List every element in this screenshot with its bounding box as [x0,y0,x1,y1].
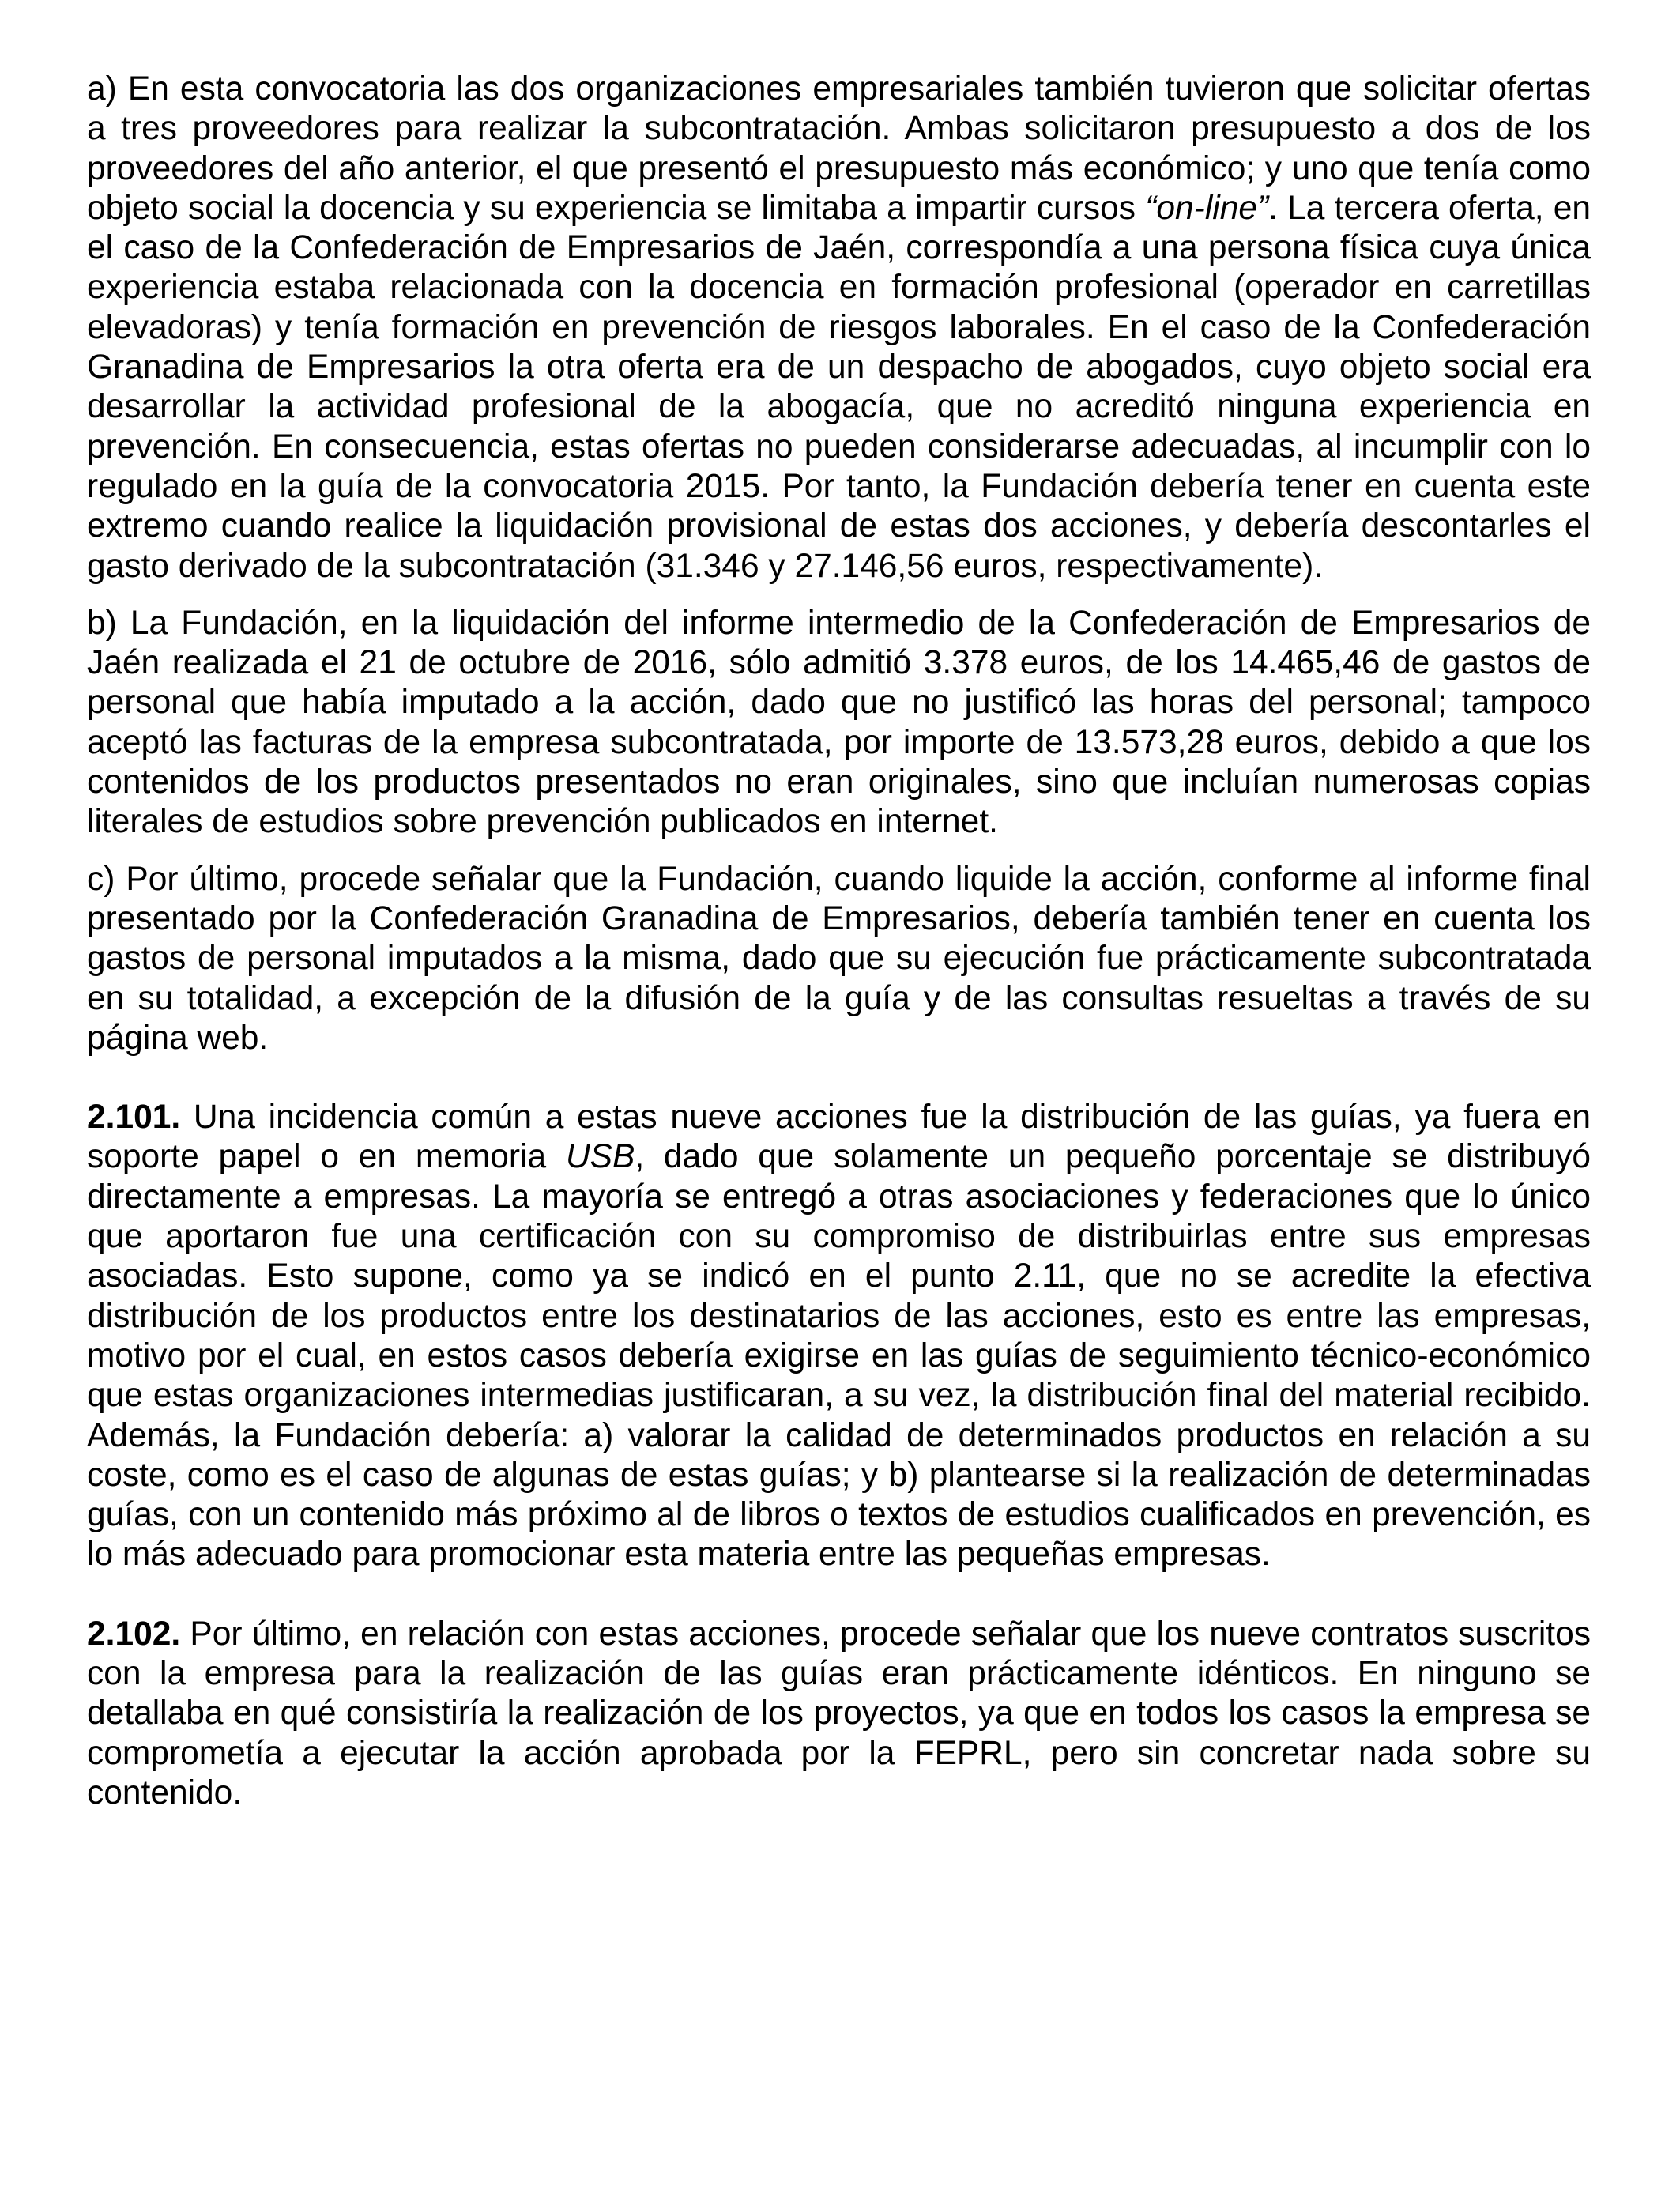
paragraph-b [87,604,1591,843]
section-2-101-number: 2.101. [87,1099,181,1137]
paragraph-a-online-term: “on-line” [1145,189,1269,227]
document-page [87,70,1591,1813]
paragraph-a-text-2: . La tercera oferta, en el caso de la Confederación de Empresarios de Jaén, correspondía a una persona física cuya única experiencia estaba relacionada con la docencia en formación profesional (operador en carretillas elevadoras) y tenía formación en prevención de riesgos laborales. En el caso de la Confederación Granadina de Empresarios la otra oferta era de un despacho de abogados, cuyo objeto social era desarrollar la actividad profesional de la abogacía, que no acreditó ninguna experiencia en prevención. En consecuencia, estas ofertas no pueden considerarse adecuadas, al incumplir con lo regulado en la guía de la convocatoria 2015. Por tanto, la Fundación debería tener en cuenta este extremo cuando realice la liquidación provisional de estas dos acciones, y debería descontarles el gasto derivado de la subcontratación (31.346 y 27.146,56 euros, respectivamente). [87,189,1591,585]
paragraph-c-text: c) Por último, procede señalar que la Fundación, cuando liquide la acción, conforme al informe final presentado por la Confederación Granadina de Empresarios, debería también tener en cuenta los gastos de personal imputados a la misma, dado que su ejecución fue prácticamente subcontratada en su totalidad, a excepción de la difusión de la guía y de las consultas resueltas a través de su página web. [87,860,1591,1057]
paragraph-b-text: b) La Fundación, en la liquidación del informe intermedio de la Confederación de Empresarios de Jaén realizada el 21 de octubre de 2016, sólo admitió 3.378 euros, de los 14.465,46 de gastos de personal que había imputado a la acción, dado que no justificó las horas del personal; tampoco aceptó las facturas de la empresa subcontratada, por importe de 13.573,28 euros, debido a que los contenidos de los productos presentados no eran originales, sino que incluían numerosas copias literales de estudios sobre prevención publicados en internet. [87,604,1591,841]
paragraph-c [87,860,1591,1058]
section-2-102-text: Por último, en relación con estas acciones, procede señalar que los nueve contratos suscritos con la empresa para la realización de las guías eran prácticamente idénticos. En ninguno se detallaba en qué consistiría la realización de los proyectos, ya que en todos los casos la empresa se comprometía a ejecutar la acción aprobada por la FEPRL, pero sin concretar nada sobre su contenido. [87,1615,1591,1811]
section-2-101-text-2: , dado que solamente un pequeño porcentaje se distribuyó directamente a empresas. La mayoría se entregó a otras asociaciones y federaciones que lo único que aportaron fue una certificación con su compromiso de distribuirlas entre sus empresas asociadas. Esto supone, como ya se indicó en el punto 2.11, que no se acredite la efectiva distribución de los productos entre los destinatarios de las acciones, esto es entre las empresas, motivo por el cual, en estos casos debería exigirse en las guías de seguimiento técnico-económico que estas organizaciones intermedias justificaran, a su vez, la distribución final del material recibido. Además, la Fundación debería: a) valorar la calidad de determinados productos en relación a su coste, como es el caso de algunas de estas guías; y b) plantearse si la realización de determinadas guías, con un contenido más próximo al de libros o textos de estudios cualificados en prevención, es lo más adecuado para promocionar esta materia entre las pequeñas empresas. [87,1138,1591,1574]
section-2-101 [87,1098,1591,1575]
section-2-101-usb-term: USB [565,1138,635,1176]
section-2-101-text-1: Una incidencia común a estas nueve acciones fue la distribución de las guías, ya fuera en soporte papel o en memoria [87,1099,1591,1176]
section-2-102-number: 2.102. [87,1615,181,1653]
paragraph-a [87,70,1591,586]
paragraph-a-text-1: a) En esta convocatoria las dos organizaciones empresariales también tuvieron que solicitar ofertas a tres proveedores para realizar la subcontratación. Ambas solicitaron presupuesto a dos de los proveedores del año anterior, el que presentó el presupuesto más económico; y uno que tenía como objeto social la docencia y su experiencia se limitaba a impartir cursos [87,70,1591,227]
section-2-102 [87,1615,1591,1813]
